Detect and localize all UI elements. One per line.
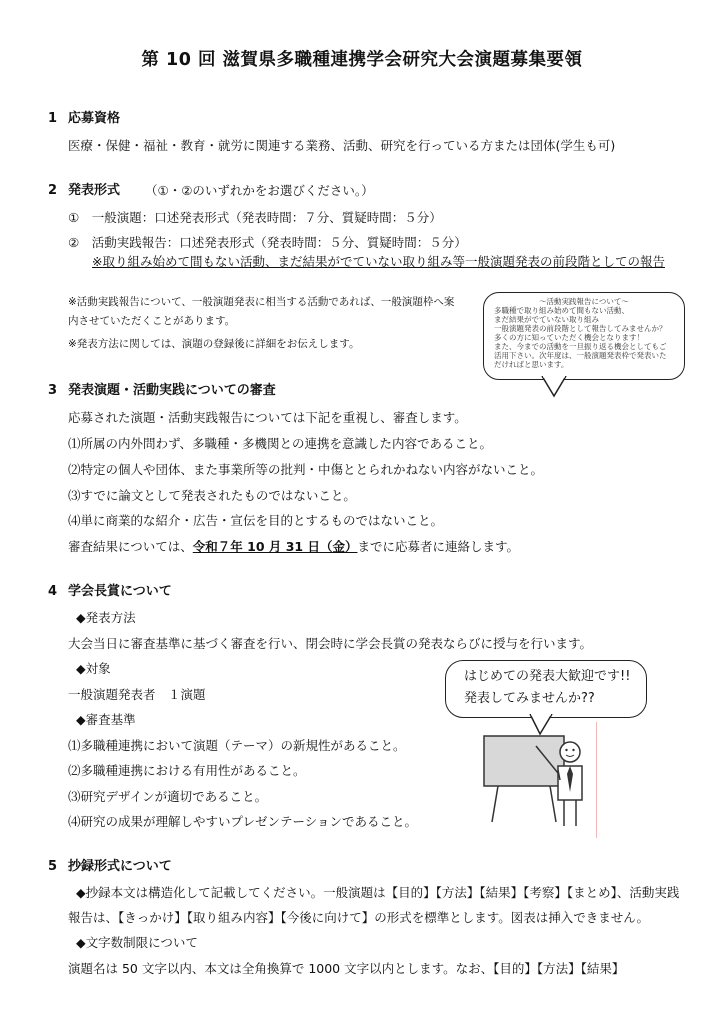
award-target-body: 一般演題発表者 １演題 bbox=[68, 687, 206, 702]
section-5-number: 5 bbox=[48, 859, 58, 874]
review-intro: 応募された演題・活動実践報告については下記を重視し、審査します。 bbox=[68, 410, 467, 425]
section-5-heading: 抄録形式について bbox=[68, 859, 172, 874]
bubble-line-6: また、今までの活動を一旦振り返る機会としてもご bbox=[494, 342, 667, 351]
format-option-2-note: ※取り組み始めて間もない活動、まだ結果がでていない取り組み等一般演題発表の前段階としての報告 bbox=[92, 254, 665, 269]
format-option-2: ② 活動実践報告：口述発表形式（発表時間：５分、質疑時間：５分） bbox=[68, 235, 467, 250]
bubble-line-3: まだ結果がでていない取り組み bbox=[494, 315, 599, 324]
award-criterion-2: ⑵多職種連携における有用性があること。 bbox=[68, 763, 306, 778]
review-criterion-2: ⑵特定の個人や団体、また事業所等の批判・中傷ととられかねない内容がないこと。 bbox=[68, 462, 544, 477]
section-2-heading-note: （①・②のいずれかをお選びください。） bbox=[145, 183, 374, 198]
section-4-number: 4 bbox=[48, 584, 58, 599]
abstract-format-line2: 報告は、【きっかけ】【取り組み内容】【今後に向けて】の形式を標準とします。図表は挿入できません。 bbox=[68, 910, 650, 925]
bubble-line-5: 多くの方に知っていただく機会となります！ bbox=[494, 333, 644, 342]
review-result-date: 令和７年 10 月 31 日（金） bbox=[192, 539, 358, 554]
review-result-prefix: 審査結果については、 bbox=[68, 539, 193, 554]
section-3-number: 3 bbox=[48, 383, 58, 398]
practice-report-note-line1: ※活動実践報告について、一般演題発表に相当する活動であれば、一般演題枠へ案 bbox=[68, 296, 455, 308]
award-criterion-1: ⑴多職種連携において演題（テーマ）の新規性があること。 bbox=[68, 738, 406, 753]
section-1-heading: 応募資格 bbox=[68, 111, 121, 126]
character-limit-body: 演題名は 50 文字以内、本文は全角換算で 1000 文字以内とします。なお、【目的】【方法】【結果】 bbox=[68, 961, 625, 976]
award-target-label: ◆対象 bbox=[76, 661, 111, 676]
practice-report-info-bubble bbox=[483, 292, 685, 380]
method-detail-note: ※発表方法に関しては、演題の登録後に詳細をお伝えします。 bbox=[68, 338, 360, 350]
character-limit-label: ◆文字数制限について bbox=[76, 935, 198, 950]
award-criterion-3: ⑶研究デザインが適切であること。 bbox=[68, 789, 268, 804]
presenter-head bbox=[560, 742, 580, 762]
review-result-suffix: までに応募者に連絡します。 bbox=[357, 539, 519, 554]
review-criterion-4: ⑷単に商業的な紹介・広告・宣伝を目的とするものではないこと。 bbox=[68, 513, 444, 528]
board-leg-left bbox=[492, 786, 498, 822]
section-2-heading: 発表形式 bbox=[68, 183, 121, 198]
page-title: 第 10 回 滋賀県多職種連携学会研究大会演題募集要領 bbox=[141, 50, 583, 70]
info-bubble-tail bbox=[540, 376, 570, 398]
presenter-illustration bbox=[478, 722, 610, 840]
award-criteria-label: ◆審査基準 bbox=[76, 712, 136, 727]
abstract-format-line1: ◆抄録本文は構造化して記載してください。一般演題は【目的】【方法】【結果】【考察】【まとめ】、活動実践 bbox=[76, 885, 680, 900]
award-method-body: 大会当日に審査基準に基づく審査を行い、閉会時に学会長賞の発表ならびに授与を行います。 bbox=[68, 636, 593, 651]
award-method-label: ◆発表方法 bbox=[76, 610, 136, 625]
board-leg-right bbox=[550, 786, 556, 822]
review-criterion-3: ⑶すでに論文として発表されたものではないこと。 bbox=[68, 488, 356, 503]
bubble-line-8: だければと思います。 bbox=[494, 360, 569, 369]
bubble-line-1: ～活動実践報告について～ bbox=[539, 297, 629, 306]
section-1-number: 1 bbox=[48, 111, 58, 126]
format-option-1: ① 一般演題：口述発表形式（発表時間：７分、質疑時間：５分） bbox=[68, 210, 442, 225]
speech-line-2: 発表してみませんか?? bbox=[464, 691, 595, 706]
bubble-line-7: 活用下さい。次年度は、一般演題発表枠で発表いた bbox=[494, 351, 667, 360]
welcome-speech-bubble bbox=[445, 660, 647, 718]
section-4-heading: 学会長賞について bbox=[68, 584, 172, 599]
review-criterion-1: ⑴所属の内外問わず、多職種・多機関との連携を意識した内容であること。 bbox=[68, 436, 493, 451]
review-result-line bbox=[68, 539, 519, 555]
whiteboard bbox=[484, 736, 564, 786]
award-criterion-4: ⑷研究の成果が理解しやすいプレゼンテーションであること。 bbox=[68, 814, 418, 829]
speech-line-1: はじめての発表大歓迎です!! bbox=[464, 669, 631, 684]
guide-line bbox=[596, 722, 597, 838]
practice-report-note-line2: 内させていただくことがあります。 bbox=[68, 315, 236, 327]
section-1-body: 医療・保健・福祉・教育・就労に関連する業務、活動、研究を行っている方または団体(学生も可) bbox=[68, 138, 616, 153]
bubble-line-2: 多職種で取り組み始めて間もない活動、 bbox=[494, 306, 629, 315]
bubble-line-4: 一般演題発表の前段階として報告してみませんか？ bbox=[494, 324, 667, 333]
section-2-number: 2 bbox=[48, 183, 58, 198]
section-3-heading: 発表演題・活動実践についての審査 bbox=[68, 383, 276, 398]
